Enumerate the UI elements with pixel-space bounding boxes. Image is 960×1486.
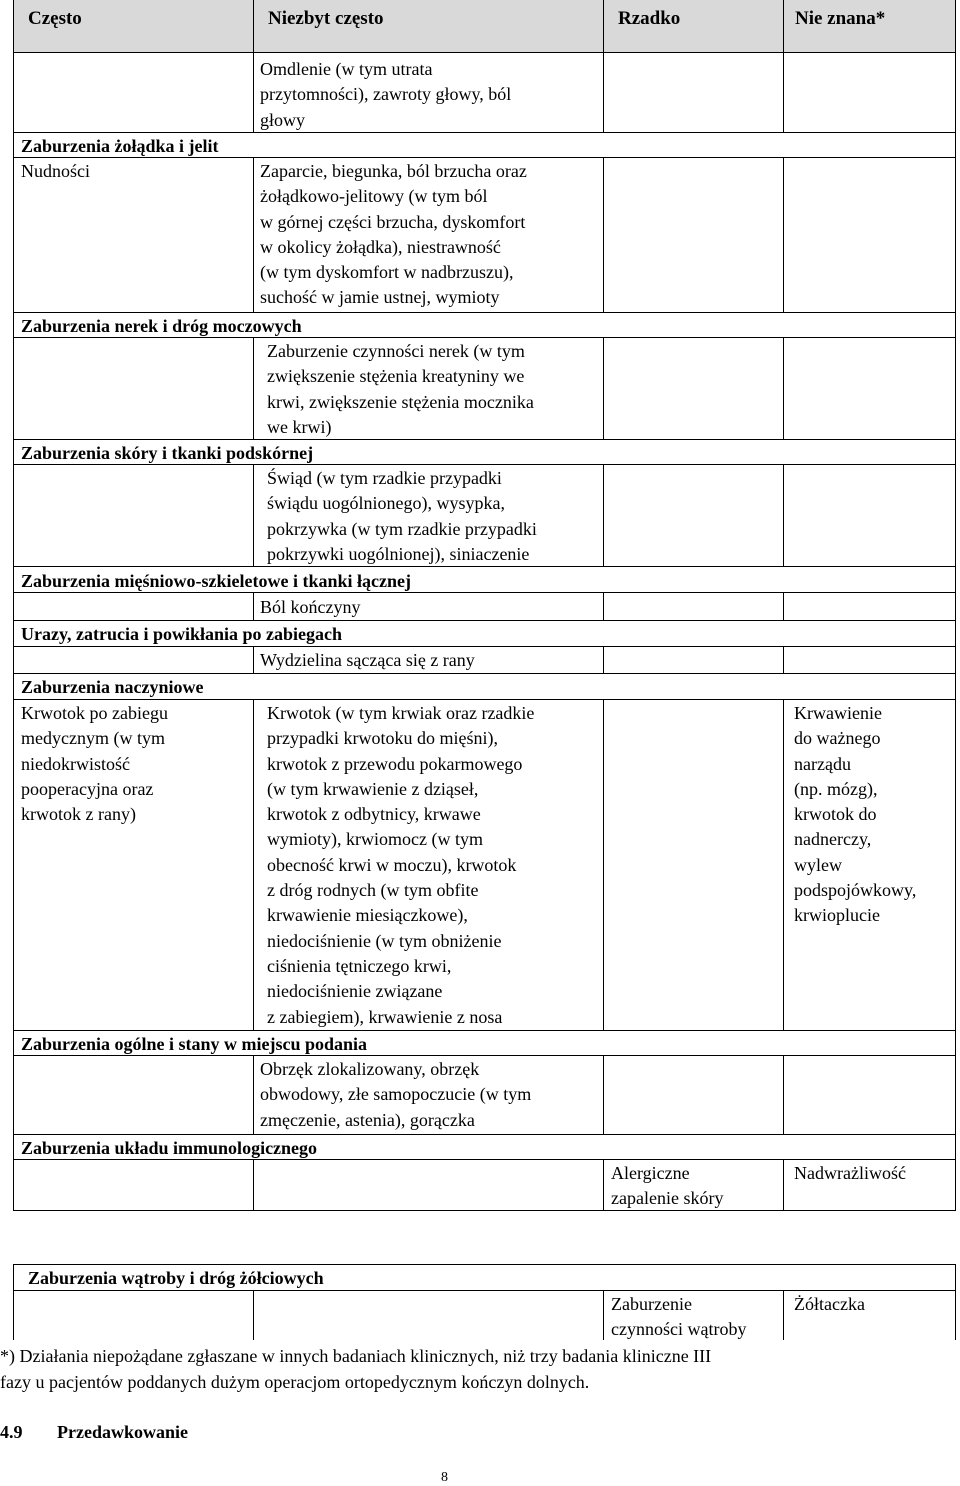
renal-uncommon-cell: Zaburzenie czynności nerek (w tym zwiększenie stężenia kreatyniny we krwi, zwiększenie stężenia mocznika we krwi) [267, 341, 534, 437]
section-heading-title: Przedawkowanie [57, 1422, 188, 1442]
section-gi: Zaburzenia żołądka i jelit [21, 136, 219, 156]
header-nie-znana: Nie znana* [795, 8, 886, 29]
musculo-uncommon-cell: Ból kończyny [260, 597, 361, 617]
header-rzadko: Rzadko [618, 8, 681, 29]
vascular-uncommon-cell: Krwotok (w tym krwiak oraz rzadkie przypadki krwotoku do mięśni), krwotok z przewodu pokarmowego (w tym krwawienie z dziąseł, krwotok z odbytnicy, krwawe wymioty), krwiomocz (w tym obecność krwi w moczu), krwotok z dróg rodnych (w tym obfite krwawienie miesiączkowe), niedociśnienie (w tym obniżenie ciśnienia tętniczego krwi, niedociśnienie związane z zabiegiem), krwawienie z nosa [267, 703, 535, 1027]
section-liver: Zaburzenia wątroby i dróg żółciowych [28, 1268, 324, 1288]
injury-uncommon-cell: Wydzielina sącząca się z rany [260, 650, 475, 670]
general-uncommon-cell: Obrzęk zlokalizowany, obrzęk obwodowy, złe samopoczucie (w tym zmęczenie, astenia), gorączka [260, 1059, 532, 1130]
immune-unknown-cell: Nadwrażliwość [794, 1163, 906, 1183]
section-heading-number: 4.9 [0, 1422, 23, 1442]
header-niezbyt-czesto: Niezbyt często [268, 8, 384, 29]
section-injury: Urazy, zatrucia i powikłania po zabiegach [21, 624, 342, 644]
liver-rare-cell: Zaburzenie czynności wątroby [611, 1294, 747, 1340]
footnote: *) Działania niepożądane zgłaszane w innych badaniach klinicznych, niż trzy badania kliniczne III fazy u pacjentów poddanych dużym operacjom ortopedycznym kończyn dolnych. [0, 1346, 712, 1392]
header-czesto: Często [28, 8, 82, 29]
section-general: Zaburzenia ogólne i stany w miejscu podania [21, 1034, 368, 1054]
section-vascular: Zaburzenia naczyniowe [21, 677, 204, 697]
immune-rare-cell: Alergiczne zapalenie skóry [611, 1163, 724, 1209]
liver-unknown-cell: Żółtaczka [794, 1294, 865, 1314]
section-musculoskeletal: Zaburzenia mięśniowo-szkieletowe i tkanki łącznej [21, 571, 411, 591]
gi-uncommon-cell: Zaparcie, biegunka, ból brzucha oraz żołądkowo-jelitowy (w tym ból w górnej części brzucha, dyskomfort w okolicy żołądka), niestrawność (w tym dyskomfort w nadbrzuszu), suchość w jamie ustnej, wymioty [260, 161, 527, 308]
skin-uncommon-cell: Świąd (w tym rzadkie przypadki świądu uogólnionego), wysypka, pokrzywka (w tym rzadkie przypadki pokrzywki uogólnionej), siniaczenie [267, 468, 537, 564]
nervous-uncommon-cell: Omdlenie (w tym utrata przytomności), zawroty głowy, ból głowy [260, 59, 512, 130]
section-skin: Zaburzenia skóry i tkanki podskórnej [21, 443, 314, 463]
vascular-unknown-cell: Krwawienie do ważnego narządu (np. mózg), krwotok do nadnerczy, wylew podspojówkowy, krwioplucie [794, 703, 917, 926]
gi-common-cell: Nudności [21, 161, 90, 181]
vascular-common-cell: Krwotok po zabiegu medycznym (w tym niedokrwistość pooperacyjna oraz krwotok z rany) [21, 703, 168, 825]
section-immune: Zaburzenia układu immunologicznego [21, 1138, 318, 1158]
page-number: 8 [441, 1470, 448, 1485]
section-renal: Zaburzenia nerek i dróg moczowych [21, 316, 302, 336]
